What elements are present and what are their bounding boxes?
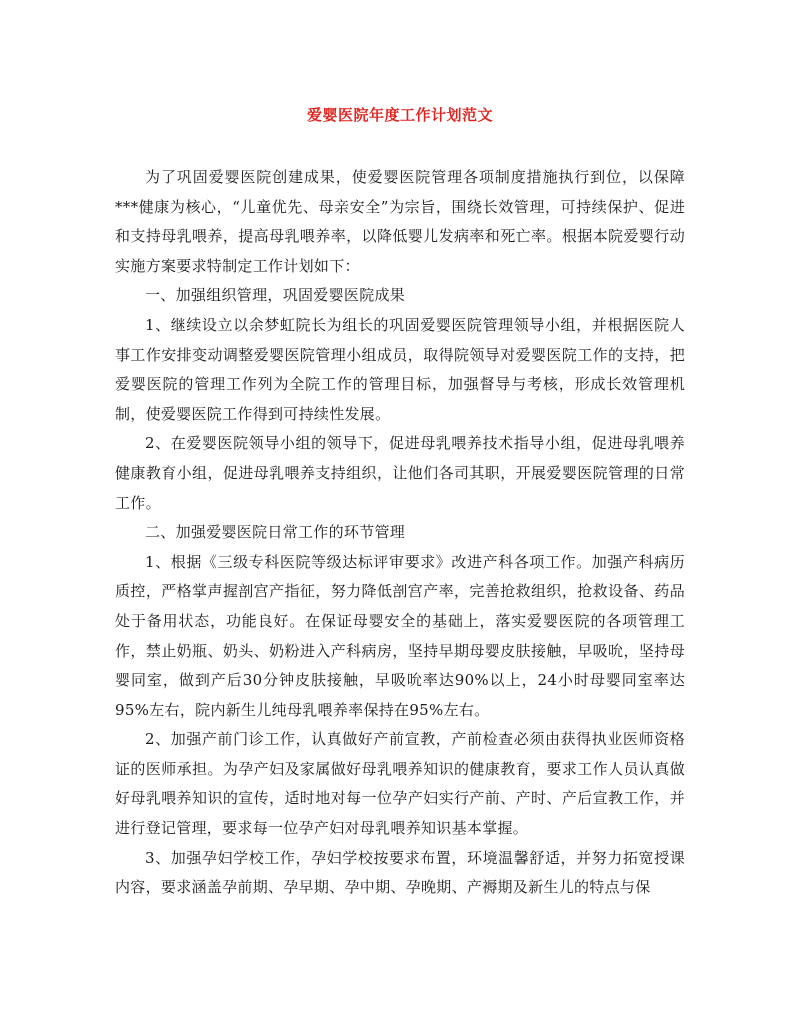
document-title: 爱婴医院年度工作计划范文 [306, 106, 493, 124]
body-paragraph: 1、根据《三级专科医院等级达标评审要求》改进产科各项工作。加强产科病历质控，严格掌声握剖宫产指征，努力降低剖宫产率，完善抢救组织，抢救设备、药品处于备用状态，功能良好。在保证母婴安全的基础上，落实爱婴医院的各项管理工作，禁止奶瓶、奶头、奶粉进入产科病房，坚持早期母婴皮肤接触，早吸吮，坚持母婴同室，做到产后30分钟皮肤接触，早吸吮率达90%以上，24小时母婴同室率达95%左右，院内新生儿纯母乳喂养率保持在95%左右。 [115, 552, 685, 719]
body-paragraph: 2、加强产前门诊工作，认真做好产前宣教，产前检查必须由获得执业医师资格证的医师承担。为孕产妇及家属做好母乳喂养知识的健康教育，要求工作人员认真做好母乳喂养知识的宣传，适时地对每一位孕产妇实行产前、产时、产后宣教工作，并进行登记管理，要求每一位孕产妇对母乳喂养知识基本掌握。 [115, 730, 685, 838]
section-heading-1: 一、加强组织管理，巩固爱婴医院成果 [145, 286, 406, 305]
section-heading-2: 二、加强爱婴医院日常工作的环节管理 [145, 523, 406, 542]
body-paragraph: 3、加强孕妇学校工作，孕妇学校按要求布置，环境温馨舒适，并努力拓宽授课内容，要求涵盖孕前期、孕早期、孕中期、孕晚期、产褥期及新生儿的特点与保 [115, 848, 685, 897]
document-body [115, 163, 685, 903]
body-paragraph: 1、继续设立以余梦虹院长为组长的巩固爱婴医院管理领导小组，并根据医院人事工作安排变动调整爱婴医院管理小组成员，取得院领导对爱婴医院工作的支持，把爱婴医院的管理工作列为全院工作的管理目标，加强督导与考核，形成长效管理机制，使爱婴医院工作得到可持续性发展。 [115, 315, 685, 423]
intro-paragraph: 为了巩固爱婴医院创建成果，使爱婴医院管理各项制度措施执行到位，以保障***健康为核心，“儿童优先、母亲安全”为宗旨，围绕长效管理，可持续保护、促进和支持母乳喂养，提高母乳喂养率，以降低婴儿发病率和死亡率。根据本院爱婴行动实施方案要求特制定工作计划如下： [115, 168, 685, 275]
body-paragraph: 2、在爱婴医院领导小组的领导下，促进母乳喂养技术指导小组，促进母乳喂养健康教育小组，促进母乳喂养支持组织，让他们各司其职，开展爱婴医院管理的日常工作。 [115, 434, 685, 512]
